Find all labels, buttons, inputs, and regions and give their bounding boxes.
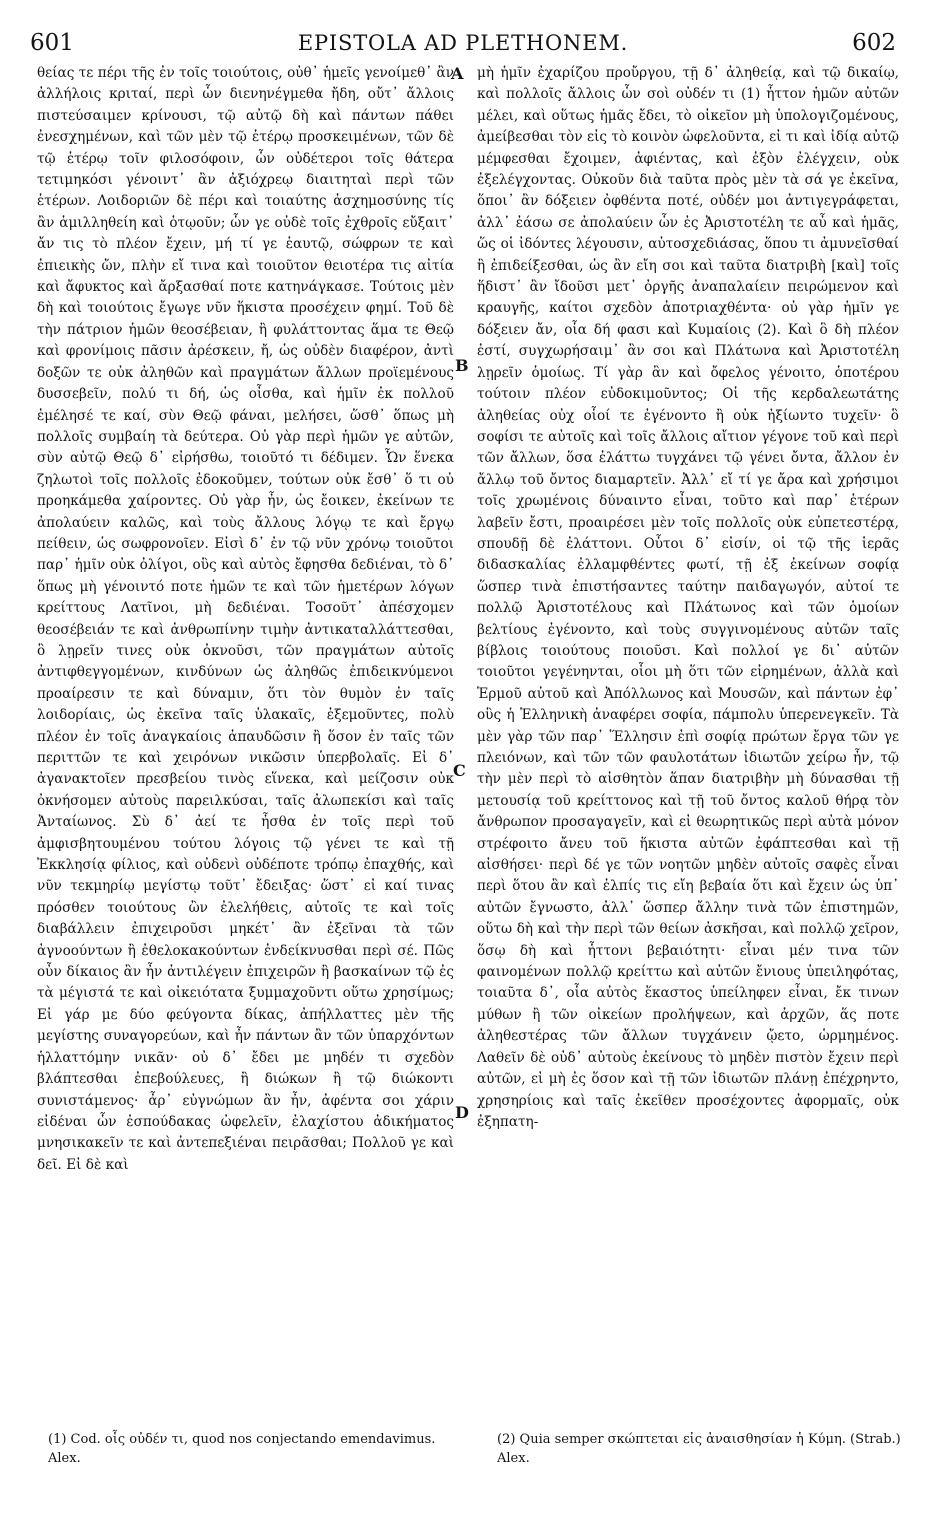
page-number-right: 602 <box>852 30 896 56</box>
running-title: EPISTOLA AD PLETHONEM. <box>297 31 629 55</box>
left-column <box>37 63 454 1176</box>
margin-letter-b: B <box>455 356 469 375</box>
footnote-left: (1) Cod. οἷς οὐδέν τι, quod nos conjectando emendavimus. Alex. <box>48 1432 436 1466</box>
left-column-text: θείας τε πέρι τῆς ἐν τοῖς τοιούτοις, οὐθ᾽ ἡμεῖς γενοίμεθ᾽ ἂν ἀλλήλοις κριταί, περὶ ὧν διενηνέγμεθα ἤδη, οὔτ᾽ ἄλλοις πιστεύσαιμεν κρίνουσι, τῷ αὐτῷ δὴ καὶ πάντων πάθει ἐνεσχημένων, καὶ τῶν μὲν τῷ ἑτέρῳ προσκειμένων, τῶν δὲ τῷ ἑτέρῳ τοῖν φιλοσόφοιν, ὧν οὐδέτεροι τοῖς θάτερα τετιμηκόσι γένοιντ᾽ ἂν ἀξιόχρεῳ διαιτηταὶ περὶ τῶν ἑτέρων. Λοιδοριῶν δὲ πέρι καὶ τοιαύτης ἀσχημοσύνης τίς ἂν ἁμιλληθείη καὶ ὁτῳοῦν; ὧν γε οὐδὲ τοῖς ἐχθροῖς εὔξαιτ᾽ ἄν τις τὸ πλέον ἔχειν, μή τί γε ἑαυτῷ, σώφρων τε καὶ ἐπιεικὴς ὤν, πλὴν εἴ τινα καὶ τοιοῦτον θειοτέρα τις αἰτία καὶ ἄφυκτος καὶ ἄρξασθαί ποτε κατηνάγκασε. Τούτοις μὲν δὴ καὶ τοιούτοις ἔγωγε νῦν ἥκιστα προσέχειν φημί. Τοῦ δὲ τὴν πάτριον ἡμῶν θεοσέβειαν, ἢ φυλάττοντας ἅμα τε Θεῷ καὶ φρονίμοις πᾶσιν ἀρέσκειν, ἤ, ὡς οὐδὲν διαφέρον, ἀντὶ δοξῶν τε οὐκ ἀληθῶν καὶ πραγμάτων ἄλλων προϊεμένους δυσσεβεῖν, πολύ τι δή, ὡς οἶσθα, καὶ ἡμῖν ἐκ πολλοῦ ἐμέλησέ τε καί, σὺν Θεῷ φάναι, μελήσει, ὥσθ᾽ ὅπως μὴ πολλοῖς συμβαίη τὰ δεύτερα. Οὐ γὰρ περὶ ἡμῶν γε αὐτῶν, σὺν αὐτῷ Θεῷ δ᾽ εἰρήσθω, τοιοῦτό τι δέδιμεν. Ὧν ἕνεκα ζηλωτοὶ τοῖς πολλοῖς ἐδοκοῦμεν, τούτων οὐκ ἔσθ᾽ ὅ τι οὐ προηκάμεθα χαίροντες. Οὐ γὰρ ἦν, ὡς ἔοικεν, ἐκείνων τε ἀπολαύειν καλῶς, καὶ τοὺς ἄλλους λόγῳ τε καὶ ἔργῳ πείθειν, ὡς σωφρονοῖεν. Εἰσὶ δ᾽ ἐν τῷ νῦν χρόνῳ τοιοῦτοι παρ᾽ ἡμῖν οὐκ ὀλίγοι, οὓς καὶ αὐτὸς ἔφησθα δεδιέναι, τὸ δ᾽ ὅπως μὴ γένοιντό ποτε ἡμῶν τε καὶ τῶν ἡμετέρων λόγων κρείττους Λατῖνοι, μὴ δεδιέναι. Τοσοῦτ᾽ ἀπέσχομεν θεοσέβειάν τε καὶ ἀνθρωπίνην τιμὴν ἀντικαταλλάττεσθαι, ὃ λῃρεῖν τινες οὐκ ὀκνοῦσι, τῶν πραγμάτων αὐτοῖς ἀντιφθεγγομένων, κινδύνων ὡς ἀληθῶς ἐπιδεικνύμενοι προαίρεσιν τε καὶ δύναμιν, ὅτι τὸν θυμὸν ἐν ταῖς λοιδορίαις, ὡς ἐκεῖνα ταῖς ὑλακαῖς, ἐξεμοῦντες, πολὺ πλέον ἐν τοῖς ἀναγκαίοις ἀπαυδῶσιν ἢ ὅσον ἐν ταῖς τῶν περιττῶν τε καὶ χειρόνων νικῶσιν ὑπερβολαῖς. Εἰ δ᾽ ἀγανακτοῖεν πρεσβείου τινὸς εἵνεκα, καὶ μείζοσιν οὐκ ὀκνήσομεν αὐτοὺς παρειλκύσαι, ταῖς ἀλωπεκίσι καὶ ταῖς Ἀνταίωνος. Σὺ δ᾽ ἀεί τε ἦσθα ἐν τοῖς περὶ τοῦ ἀμφισβητουμένου τούτου λόγοις τῷ γένει τε καὶ τῇ Ἐκκλησίᾳ φίλιος, καὶ οὐδενὶ οὐδέποτε τρόπῳ ἐπαχθής, καὶ νῦν τεκμηρίῳ μεγίστῳ τοῦτ᾽ ἔδειξας· ὥστ᾽ εἰ καί τινας πρόσθεν τοιούτους ὢν ἐλελήθεις, αὐτοῖς τε καὶ τοῖς διαβάλλειν ἐπιχειροῦσι μηκέτ᾽ ἂν ἐξεῖναι τὰ τῶν ἀγνοούντων ἢ ἐθελοκακούντων ἐνδείκνυσθαι περὶ σέ. Πῶς οὖν δίκαιος ἂν ἦν ἀντιλέγειν ἐπιχειρῶν ἢ βασκαίνων τῷ ἐς τὰ μέγιστά τε καὶ οἰκειότατα ξυμμαχοῦντι οὕτω χρησίμως; Εἰ γάρ με δύο φεύγοντα δίκας, ἀπήλλαττες μὲν τῆς μεγίστης συναγορεύων, καὶ ἦν πάντων ἂν τῶν ὑπαρχόντων ἡλλαττόμην νικᾶν· οὐ δ᾽ ἔδει με μηδέν τι σχεδὸν βλάπτεσθαι ἐπεβούλευες, ἢ διώκων ἢ τῷ διώκοντι συνιστάμενος· ἆρ᾽ εὐγνώμων ἂν ἦν, ἀφέντα σοι χάριν εἰδέναι ὧν ἐσπούδακας ὠφελεῖν, ἐλαχίστου ἀδικήματος μνησικακεῖν τε καὶ ἀντεπεξιέναι πειρᾶσθαι; Πολλοῦ γε καὶ δεῖ. Εἰ δὲ καὶ <box>37 65 454 1173</box>
margin-letter-d: D <box>455 1103 469 1122</box>
margin-letter-c: C <box>453 761 466 780</box>
page-number-left: 601 <box>30 30 74 56</box>
footnote-right: (2) Quia semper σκώπτεται εἰς ἀναισθησίαν ἡ Κύμη. (Strab.) Alex. <box>497 1432 901 1466</box>
running-header <box>30 30 896 60</box>
margin-letter-a: A <box>451 64 464 83</box>
right-column <box>477 63 899 1133</box>
right-column-text: μὴ ἡμῖν ἐχαρίζου προὔργου, τῇ δ᾽ ἀληθείᾳ, καὶ τῷ δικαίῳ, καὶ πολλοῖς ἄλλοις ὧν σοὶ οὐδέν τι (1) ἧττον ἡμῶν αὐτῶν μέλει, καὶ οὕτως ἡμᾶς ἔδει, τὸ οἰκεῖον μὴ ὑπολογιζομένους, ἀμείβεσθαι τὸν εἰς τὸ κοινὸν ὠφελοῦντα, εἰ τι καὶ ἰδίᾳ αὐτῷ μέμφεσθαι ἔχοιμεν, ἀφιέντας, καὶ ἐξὸν ἐλέγχειν, οὐκ ἐξελέγχοντας. Οὐκοῦν διὰ ταῦτα πρὸς μὲν τὰ σά γε ἐκεῖνα, ὅποι᾽ ἂν δόξειεν ὀφθέντα ποτέ, οὐδέν μοι ἀντιγεγράφεται, ἀλλ᾽ ἐάσω σε ἀπολαύειν ὧν ἐς Ἀριστοτέλη τε αὖ καὶ ἡμᾶς, ὥς οἱ ἰδόντες λέγουσιν, αὐτοσχεδιάσας, ὅπου τι ἀμυνεῖσθαί ἢ ἐπιδείξεσθαι, ὡς ἂν εἴη σοι καὶ ταῦτα διατριβὴ [καὶ] τοῖς ἥδιστ᾽ ἂν ἴδοῦσι μετ᾽ ὀργῆς ἀναπαλαίειν πειρώμενον καὶ κραυγῆς, καίτοι σχεδὸν ἀποτριαχθέντα· οὐ γὰρ ἡμῖν γε δόξειεν ἄν, οἷα δή φασι καὶ Κυμαίοις (2). Καὶ ὃ δὴ πλέον ἐστί, συγχωρήσαιμ᾽ ἂν σοι καὶ Πλάτωνα καὶ Ἀριστοτέλη λῃρεῖν ὁμοίως. Τί γὰρ ἂν καὶ ὄφελος γένοιτο, ὁποτέρου τούτοιν πλέον εὐδοκιμοῦντος; Οἱ τῆς κερδαλεωτάτης ἀληθείας οὐχ οἷοί τε ἐγένοντο ἢ οὐκ ἠξίωντο τυχεῖν· ὃ σοφίσι τε αὐτοῖς καὶ τοῖς ἄλλοις αἴτιον γέγονε τοῦ καὶ περὶ τῶν ἄλλων, ὅσα ἐλάττω τυγχάνει τῷ γένει ὄντα, ἄλλον ἐν ἄλλῳ τοῦ ὄντος διαμαρτεῖν. Ἀλλ᾽ εἴ τί γε ἄρα καὶ χρήσιμοι τοῖς χρωμένοις δύναιντο εἶναι, τοῦτο καὶ παρ᾽ ἑτέρων λαβεῖν ἔστι, προαιρέσει μὲν τοῖς πολλοῖς οὐκ εὐπετεστέρᾳ, σπουδῇ δὲ ἐλάττονι. Οὗτοι δ᾽ εἰσίν, οἱ τῷ τῆς ἱερᾶς διδασκαλίας ἐλλαμφθέντες φωτί, τῇ ἐξ ἐκείνων σοφίᾳ ὥσπερ τινὰ ἐπιστήσαντες ταύτην παιδαγωγόν, αὐτοί τε πολλῷ Ἀριστοτέλους καὶ Πλάτωνος καὶ τῶν ὁμοίων βελτίους ἐγένοντο, καὶ τοὺς συγγινομένους αὐτῶν ταῖς βίβλοις τοιούτους ποιοῦσι. Καὶ πολλοί γε δι᾽ αὐτῶν τοιοῦτοι γεγένηνται, οἷοι μὴ ὅτι τῶν εἰρημένων, ἀλλὰ καὶ Ἑρμοῦ αὐτοῦ καὶ Ἀπόλλωνος καὶ Μουσῶν, καὶ πάντων ἐφ᾽ οὓς ἡ Ἑλληνικὴ ἀναφέρει σοφία, πάμπολυ ὑπερενεγκεῖν. Τὰ μὲν γὰρ τῶν παρ᾽ Ἕλλησιν ἐπὶ σοφίᾳ πρώτων ἔργα τῶν γε πλειόνων, καὶ τῶν τῶν φαυλοτάτων ἰδιωτῶν χείρω ἦν, τῷ τὴν μὲν περὶ τὸ αἰσθητὸν ἅπαν διατριβὴν μὴ δύνασθαι τῇ μετουσίᾳ τοῦ κρείττονος καὶ τῇ τοῦ ὄντος καλοῦ θήρᾳ τὸν ἄνθρωπον προσαγαγεῖν, καὶ εἰ θεωρητικῶς περὶ αὐτὰ μόνον στρέφοιτο ἄνευ τοῦ ἥκιστα αὐτῶν ἐφάπτεσθαι καὶ τῇ αἰσθήσει· περὶ δέ γε τῶν νοητῶν μηδὲν αὐτοῖς σαφὲς εἶναι περὶ ὅτου ἂν καὶ ἐλπίς τις εἴη βεβαία ὅτι καὶ ἔχειν ὡς ὑπ᾽ αὐτῶν ἔγνωστο, ἀλλ᾽ ὥσπερ ἄλλην τινὰ τῶν ἐπιστημῶν, οὕτω δὴ καὶ τὴν περὶ τῶν θείων ἀσκῆσαι, καὶ πολλῷ χεῖρον, ὅσῳ δὴ καὶ ἧττονι βεβαιότητι· εἶναι μέν τινα τῶν φαινομένων πολλῷ κρείττω καὶ αὐτῶν ἔνιους ὑπειληφότας, τοιαῦτα δ᾽, οἷα αὐτὸς ἕκαστος ὑπείληφεν εἶναι, ἔκ τινων μύθων ἢ τῶν οἰκείων προλήψεων, καὶ ἀρχῶν, ἅς ποτε ἀληθεστέρας τῶν ἄλλων τυγχάνειν ᾤετο, ὡρμημένος. Λαθεῖν δὲ οὐδ᾽ αὐτοὺς ἐκείνους τὸ μηδὲν πιστὸν ἔχειν περὶ αὐτῶν, εἰ μὴ ἐς ὅσον καὶ τῇ τῶν ἰδιωτῶν πλάνῃ ἐπέχρηντο, χρησηρίοις καὶ ταῖς ἐκεῖθεν προσέχοντες ἀφορμαῖς, οὐκ ἐξηπατη- <box>477 65 899 1130</box>
